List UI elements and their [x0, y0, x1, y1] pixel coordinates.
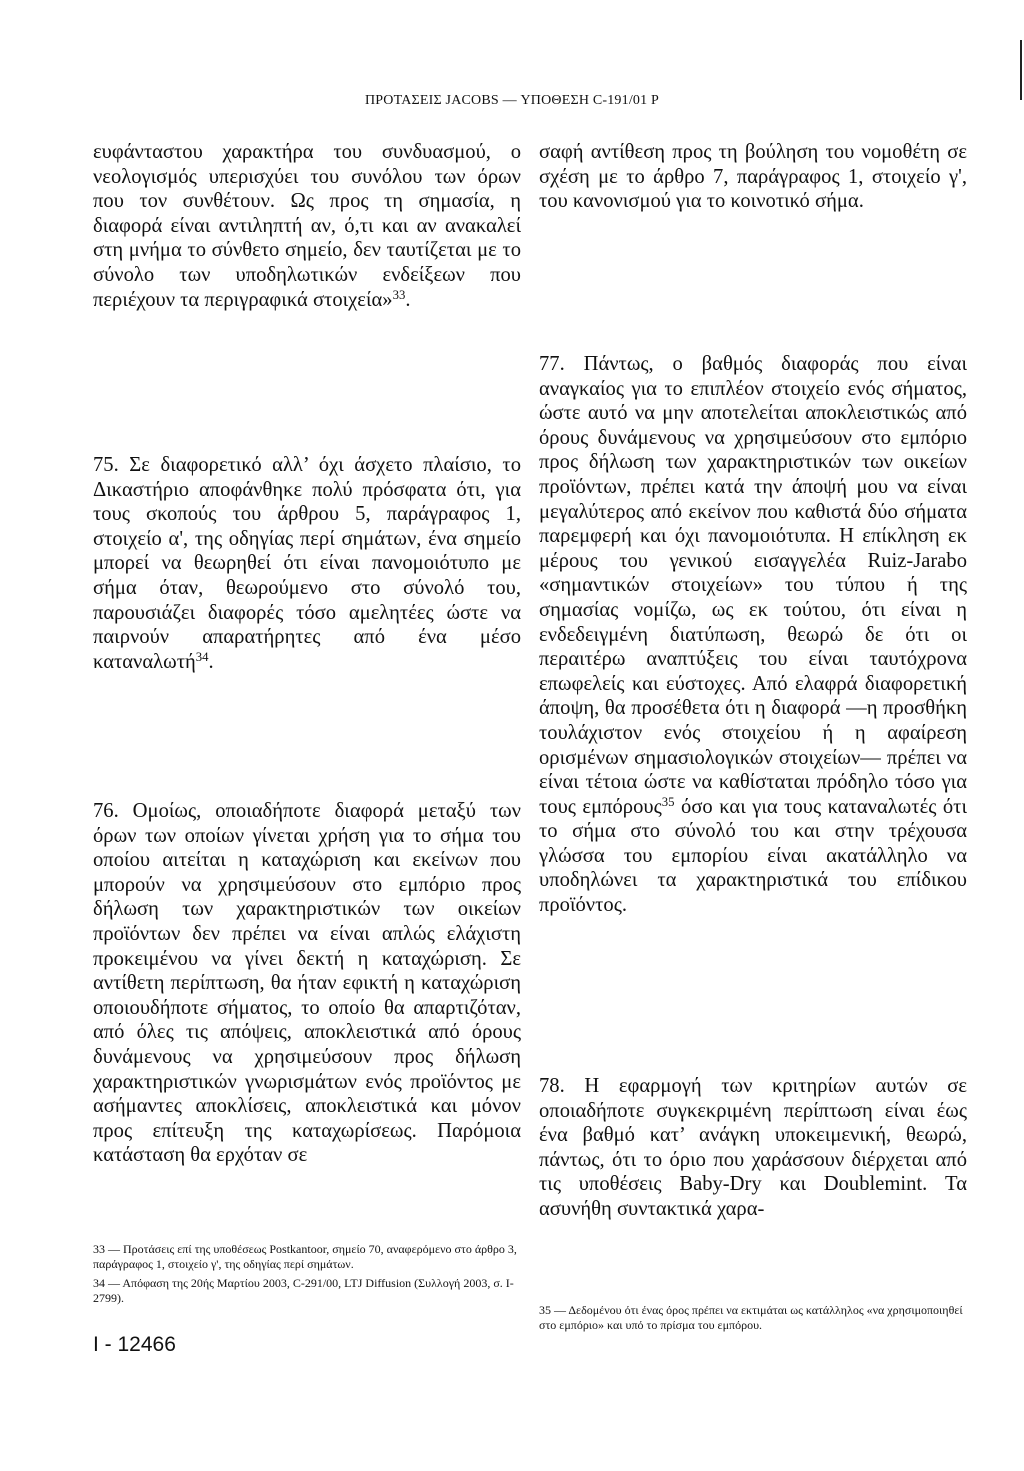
paragraph-77-text-b: όσο και για τους καταναλωτές ότι το σήμα στο σύνολό του και στην τρέχουσα γλώσσα του εμπορίου είναι ακατάλληλο να υποδηλώνει τα χαρακτηριστικά του επίδικου προϊόντος.	[539, 795, 967, 917]
footnote-35: 35 — Δεδομένου ότι ένας όρος πρέπει να εκτιμάται ως κατάλληλος «να χρησιμοποιηθεί στο εμπόριο» και υπό το πρίσμα του εμπόρου.	[539, 1303, 963, 1332]
paragraph-76	[93, 799, 521, 1168]
left-continued-text: ευφάνταστου χαρακτήρα του συνδυασμού, ο νεολογισμός υπερισχύει του συνόλου των όρων που τον συνθέτουν. Ως προς τη σημασία, η διαφορά είναι αντιληπτή αν, ό,τι και αν ανακαλεί στη μνήμα το σύνθετο σημείο, δεν ταυτίζεται με το σύνολο των υποδηλωτικών ενδείξεων που περιέχουν τα περιγραφικά στοιχεία»	[93, 141, 521, 311]
scan-edge-mark	[1020, 40, 1022, 100]
right-paragraph-continued	[539, 140, 967, 214]
paragraph-77-text-a: 77. Πάντως, ο βαθμός διαφοράς που είναι αναγκαίος για το επιπλέον στοιχείο ενός σήματος, ώστε αυτό να μην αποτελείται αποκλειστικώς από όρους δυνάμενους να χρησιμεύσουν στο εμπόριο προς δήλωση των χαρακτηριστικών των οικείων προϊόντων, πρέπει κατά την άποψή μου να είναι μεγαλύτερος από εκείνον που καθιστά δύο σήματα παρεμφερή και όχι πανομοιότυπα. Η επίκληση εκ μέρους του γενικού εισαγγελέα Ruiz-Jarabo «σημαντικών στοιχείων» του τύπου ή της σημασίας νομίζω, ως εκ τούτου, ότι είναι η ενδεδειγμένη διατύπωση, θεωρώ δε ότι οι περαιτέρω αναπτύξεις του είναι ταυτόχρονα επωφελείς και εύστοχες. Από ελαφρά διαφορετική άποψη, θα προσέθετα ότι η διαφορά —η προσθήκη τουλάχιστον ενός στοιχείου ή η αφαίρεση ορισμένων σημασιολογικών στοιχείων— πρέπει να είναι τέτοια ώστε να καθίσταται πρόδηλο τόσο για τους εμπόρους	[539, 353, 967, 818]
left-paragraph-continued	[93, 140, 521, 312]
paragraph-78-text: 78. Η εφαρμογή των κριτηρίων αυτών σε οποιαδήποτε συγκεκριμένη περίπτωση είναι έως ένα βαθμό κατ’ ανάγκη υποκειμενική, θεωρώ, πάντως, ότι το όριο που χαράσσουν διέρχεται από τις υποθέσεις Baby-Dry και Doublemint. Τα ασυνήθη συντακτικά χαρα-	[539, 1075, 967, 1220]
footnote-ref-35[interactable]: 35	[661, 794, 675, 809]
left-continued-end: .	[405, 288, 411, 311]
paragraph-75-text: 75. Σε διαφορετικό αλλ’ όχι άσχετο πλαίσιο, το Δικαστήριο αποφάνθηκε πολύ πρόσφατα ότι, για τους σκοπούς του άρθρου 5, παράγραφος 1, στοιχείο α', της οδηγίας περί σημάτων, ένα σημείο μπορεί να θεωρηθεί ότι είναι πανομοιότυπο με σήμα όταν, θεωρούμενο στο σύνολό του, παρουσιάζει διαφορές τόσο αμελητέες ώστε να παιρνούν απαρατήρητες από ένα μέσο καταναλωτή	[93, 454, 521, 673]
paragraph-77	[539, 352, 967, 918]
running-header	[0, 93, 1024, 109]
right-continued-text: σαφή αντίθεση προς τη βούληση του νομοθέτη σε σχέση με το άρθρο 7, παράγραφος 1, στοιχείο γ', του κανονισμού για το κοινοτικό σήμα.	[539, 141, 967, 213]
footnote-34: 34 — Απόφαση της 20ής Μαρτίου 2003, C-291/00, LTJ Diffusion (Συλλογή 2003, σ. I-2799).	[93, 1276, 514, 1305]
footnote-ref-33[interactable]: 33	[392, 287, 406, 302]
paragraph-75	[93, 453, 521, 674]
paragraph-78	[539, 1074, 967, 1222]
paragraph-75-end: .	[208, 650, 214, 673]
page-number: I - 12466	[93, 1333, 176, 1356]
footnote-33: 33 — Προτάσεις επί της υποθέσεως Postkantoor, σημείο 70, αναφερόμενο στο άρθρο 3, παράγραφος 1, στοιχείο γ', της οδηγίας περί σημάτων.	[93, 1242, 517, 1271]
footnotes-right	[539, 1303, 969, 1337]
paragraph-76-text: 76. Ομοίως, οποιαδήποτε διαφορά μεταξύ των όρων των οποίων γίνεται χρήση για το σήμα του οποίου αιτείται η καταχώριση και εκείνων που μπορούν να χρησιμεύσουν στο εμπόριο προς δήλωση των χαρακτηριστικών των οικείων προϊόντων δεν πρέπει να είναι απλώς ελάχιστη προκειμένου να γίνει δεκτή η καταχώριση. Σε αντίθετη περίπτωση, θα ήταν εφικτή η καταχώριση οποιουδήποτε σήματος, το οποίο θα απαρτιζόταν, από όλες τις απόψεις, αποκλειστικά από όρους δυνάμενους να χρησιμεύσουν προς δήλωση χαρακτηριστικών γνωρισμάτων ενός προϊόντος με ασήμαντες αποκλίσεις, αποκλειστικά και μόνον προς επίτευξη της καταχωρίσεως. Παρόμοια κατάσταση θα ερχόταν σε	[93, 800, 521, 1167]
footnotes-left	[93, 1242, 523, 1310]
footnote-ref-34[interactable]: 34	[195, 649, 209, 664]
running-title: ΠΡΟΤΑΣΕΙΣ JACOBS — ΥΠΟΘΕΣΗ C-191/01 P	[364, 93, 660, 108]
